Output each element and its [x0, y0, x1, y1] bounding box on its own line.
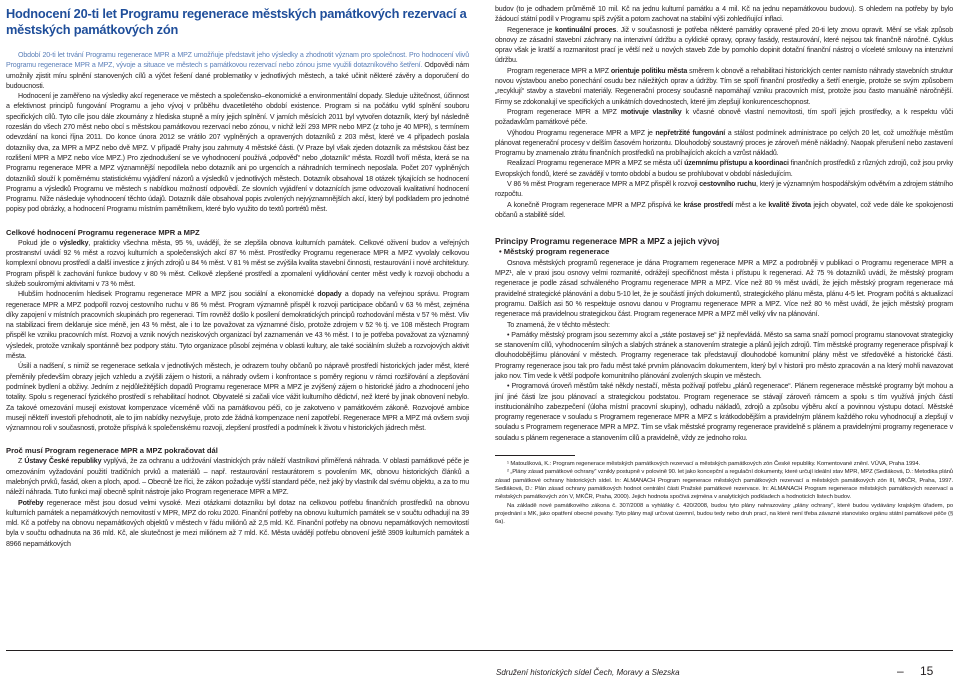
results-bold: výsledky	[59, 238, 89, 247]
footnote-2: ² „Plány zásad památkové ochrany“ vznikly postupně v polovině 90. let jako koncepční a regulační dokumenty, které určují ideální stav MPR, MPZ (Sedláková, D.: Metodika plánů zásad památkové ochrany historických sídel. In: ALMANACH Program regenerace městských památkových rezervací a městských památkových zón III, MKČR, Praha, 1997. Sedláková, D.: Plán zásad ochrany památkových hodnot centrální části Pražské památkové rezervace. In: ALMANACH Program regenerace městských památkových rezervací a městských památkových zón V, MKČR, Praha, 2000). Jejich hodnota spočívá zejména v analytických podkladech a hodnoticích listech budov.	[495, 469, 953, 501]
bullet-paragraph-2: • Programová úroveň městům také někdy nestačí, města požívají potřebu „plánů regenerace“. Plánem regenerace městské programy být mohou a jiní jiné části lze jsou plánovací a strategickou podstatou. Program regenerace se stávají zároveň rámcem a spolu s tím využívá jiných částí institucionálního zabezpečení (úloha místní pracovní skupiny), odhadu nákladů, zdrojů a způsobu výběru akcí a povinnou výstupu dotací. Městské programy regenerace v souladu s Programem regenerace MPR a MPZ s krátkodobějším a pravidelným plánem každého roku vyhodnocují a zlepšují v souladu s Programem regenerace MPR a MPZ. Tím se však městské programy regenerace pravidelně s plánem a pravidelnými programy regenerace v souladu s plánem regenerace a stanovením cílů a pravidelně, vždy ze jednoho roku.	[495, 382, 953, 442]
results-paragraph	[6, 238, 469, 289]
coordination-paragraph	[495, 158, 953, 179]
owners-text-a: Program regenerace MPR a MPZ	[507, 107, 621, 116]
beauty-text-e: jejich obyvatel, což vede dále ke spokojenosti občanů a stabilitě sídel.	[495, 200, 953, 219]
beauty-bold: kráse prostředí	[683, 200, 734, 209]
tourism-bold: cestovního ruchu	[699, 180, 757, 189]
footer-publisher: Sdružení historických sídel Čech, Moravy a Slezska	[496, 668, 680, 677]
continue-heading: Proč musí Program regenerace MPR a MPZ pokračovat dál	[6, 446, 218, 456]
beauty-text-a: A konečně Program regenerace MPR a MPZ přispívá ke	[507, 200, 684, 209]
continuation-paragraph: budov (to je odhadem průměrně 10 mil. Kč na jednu kulturní památku a 4 mil. Kč na jednu nepamátkovou budovu). S ohledem na potřeby by bylo žádoucí státní podíl v Programu spíš zvýšit a potom zachovat na stabilní výši zohledňující inflaci.	[495, 5, 953, 24]
impacts-paragraph	[6, 289, 469, 361]
tourism-paragraph	[495, 179, 953, 200]
cp-bold: kontinuální proces	[554, 25, 617, 34]
right-column	[495, 0, 953, 526]
page-title: Hodnocení 20-ti let Programu regenerace městských památkových rezervací a městských památkových zón	[6, 6, 467, 37]
coordination-bold: územnímu přístupu a koordinaci	[684, 159, 789, 168]
quality-bold: kvalitě života	[768, 200, 811, 209]
policy-text-c: směrem k obnově a rehabilitaci historických center namísto náhrady stavebních struktur novou výstavbou anebo ponechání osudu bez náležitých oprav a údržby. Tím se spoří finanční prostředky a šetří energie, protože se svým způsobem „recyklují“ stavby a stavební materiály. Regenerační procesy současně napomáhají vzniku pracovních míst, protože jsou často manuálně náročnější. Firmy se zdokonalují ve specifických a unikátních dovednostech, které jim zlepšují konkurenceschopnost.	[495, 66, 953, 106]
beauty-paragraph	[495, 200, 953, 221]
results-text-c: , prakticky všechna města, 95 %, uvádějí, že se zlepšila obnova kulturních památek. Celkové oživení budov a veřejných prostranství uvádí 92 % měst a rozvoj kulturních a společenských akcí 87 % měst. Prostředky Programu regenerace MPR a MPZ vyvolaly celkovou komplexní obnovu prostředí a další investice z jiných zdrojů u 84 % měst. V 81 % měst se zvýšila kvalita stavební činnosti, restaurování i nové architektury. Program přispěl k zachování funkce budovy v 80 % měst. Celkově zlepšené prostředí a zpomalení vylidňování center měst vedly k rozvoji obchodu a služeb soukromými aktivitami v 73 % měst.	[6, 238, 469, 288]
enthusiasm-paragraph: Úsilí a nadšení, s nimiž se regenerace setkala v jednotlivých městech, je odrazem touhy občanů po nápravě prostředí historických jader měst, které přeměnily především obrazy jejich vzhledu a zvýšili zájem o historii, a náhrady ovšem i konfrontace s poměry regionu v rámci rozšiřování a zlepšování podmínek bydlení a obživy. Jedním z nejdůležitějších dopadů Programu regenerace MPR a MPZ je zvýšený zájem o historické jádro a zhodnocení jeho totality. Spolu s regenerací fyzického prostředí s rehabilitací hodnot. Obyvatelé si začali více vážit kulturního dědictví, než které by jinak obnovení nebylo. Za takové omezování musejí existovat kompenzace víceméně vůči na památkovou péči, co je zakotveno v památkovém zákoně. Rozvojové ambice musejí někteří investoři přehodnotit, ale to jim nabídky nezvyšuje, proto zde žádná kompenzace není zapotřebí. Regenerace MPR a MPZ má ovšem svoji významnou roli v současnosti, protože přispívá k společenskému rozvoji, zlepšení prostředí a podmínek k životu v historických jádrech měst.	[6, 362, 469, 433]
footnote-divider	[495, 455, 575, 456]
constitution-paragraph	[6, 456, 469, 497]
page-number: 15	[920, 664, 934, 678]
cp-text-a: Regenerace je	[507, 25, 555, 34]
continuity-text-a: Výhodou Programu regenerace MPR a MPZ je	[507, 128, 656, 137]
policy-paragraph	[495, 66, 953, 107]
tourism-text-c: , který je významným hospodářským odvětvím a zdrojem státního rozpočtu.	[495, 180, 953, 199]
results-heading: Celkové hodnocení Programu regenerace MPR a MPZ	[6, 227, 200, 237]
tourism-text-a: V 86 % měst Program regenerace MPR a MPZ přispěl k rozvoji	[507, 180, 700, 189]
intro-highlight: Období 20-ti let trvání Programu regenerace MPR a MPZ umožňuje představit jeho výsledky a zhodnotit význam pro společnost. Pro hodnocení vlivů Programu regenerace MPR a MPZ, vývoje a situace ve městech s památkovou rezervací nebo zónou jsme využili dotazníkového šetření.	[6, 51, 469, 70]
footnote-1: ¹ Matoušková, K.: Program regenerace městských památkových rezervací a městských památkových zón České republiky. Komentované znění. VÚVA, Praha 1994.	[507, 461, 921, 468]
bullet-paragraph-1: • Památky městský program jsou sezemmy akcí a „státe postaveji se“ již nepřevládá. Město sa sama snaží pomocí programu stanovovat strategicky se stanovením cílů, vyhodnocením silných a slabých stránek a stanovením strategie a plánů jejích zdrojů. Tím městské programy regenerace přispívají k dlouhodobějšímu plánování v městech. Programy regenerace tak představují dlouhodobé komunitní plány měst ve středověké a historické části. Programy regenerace jsou tak pro řadu měst také prvním plánovacím dokumentem, který byl v historii pro město zpracován a na který mohli navazovat jako nov. Tím vede k větší podpoře komunitního plánování zvolených skupin ve městech.	[495, 330, 953, 380]
needs-bold: Potřeby	[18, 498, 44, 507]
intro-paragraph	[6, 50, 469, 91]
meaning-paragraph: To znamená, že v těchto městech:	[507, 320, 610, 329]
city-program-subheading: • Městský program regenerace	[499, 247, 610, 257]
continuous-process-paragraph	[495, 25, 953, 66]
needs-paragraph	[6, 498, 469, 549]
continuity-text-c: a stálost podmínek administrace po celých 20 let, což umožňuje městům plánovat regenerační procesy v delším časovém horizontu. Dlouhodobý soustavný proces je zároveň méně nákladný. Naopak přerušení nebo zastavení Programu by znamenalo ztrátu finančních prostředků na probíhajících akcích a vzrůst nákladů.	[495, 128, 954, 158]
coordination-text-a: Realizací Programu regenerace MPR a MPZ se města učí	[507, 159, 685, 168]
cp-text-c: . Již v současnosti je potřeba některé památky opravené před 20-ti lety znovu opravit. Mění se však způsob obnovy ze zásadní stavební záchrany na intenzivní údržbu a cyklické opravy, opravy fasády, restaurování, které nejsou tak finančně náročné. Cyklus oprav však je kratší a rozmanitost prací je větší než u nových staveb Zde by pomohlo dopinit dotační finanční nástroj o víceleté smlouvy na intenzivní údržbu.	[495, 25, 953, 65]
impacts-bold: dopady	[317, 290, 342, 299]
owners-text-c: k včasné obnově vlastní nemovitosti, tím spoří jejich prostředky, a k respektu vůči požadavkům památkové péče.	[495, 107, 953, 127]
needs-text: regenerace měst jsou dosud velmi vysoké. Mezi otázkami dotazníku byl dotaz na celkovou potřebu finančních prostředků na obnovu kulturních památek a nepamátkových nemovitostí v MPR, MPZ do roku 2020. Finanční potřeby na obnovu kulturních památek se v součtu odhadují na 39 mld. Kč a potřeby na obnovu nepamátkových objektů v městech v řádu miliónů až 2,5 mld. Kč. Finanční potřeby na obnovu nepamátkových nemovitostí byla v součtu odhadnuta na 36 mld. Kč, ale skutečnost je mezi miliónem až 7 mld. Kč. Města uvádějí potřebu obnovení ještě 3909 kulturních památek a 8966 nepamátkových	[6, 498, 469, 548]
footer-dash: –	[897, 664, 904, 678]
footer-divider	[6, 650, 953, 651]
constitution-bold: Ústavy České republiky	[24, 457, 102, 466]
constitution-text-c: vyplývá, že za ochranu a udržování vlastnických práv náleží vlastníkovi přiměřená náhrada. V oblasti památkové péče je omezováním vyžadování použití tradičních prvků a materiálů – např. restaurování restaurátorem s povolením MK, obnovu historických článků a malebných prvků, fasád, oken a ploch, apod. – Obecně lze říci, že zákon požaduje vyšší standard péče, než jaký by vlastník dal svému objektu, a za to mu náleží náhrada. Tuto funkci mají obecně splnit nástroje jako Program regenerace MPR a MPZ.	[6, 457, 469, 497]
coordination-text-c: finančních prostředků z různých zdrojů, což jsou prvky Evropských fondů, které se zavádějí v tomto období a budou se prohlubovat v období následujícím.	[495, 159, 953, 178]
continuity-bold: nepřetržité fungování	[655, 128, 726, 137]
results-text-a: Pokud jde o	[18, 238, 60, 247]
impacts-text-a: Hlubším hodnocením hledisek Programu regenerace MPR a MPZ jsou sociální a ekonomické	[18, 290, 318, 299]
principles-heading: Principy Programu regenerace MPR a MPZ a jejich vývoj	[495, 236, 720, 247]
impacts-text-c: a dopady na veřejnou správu. Program regenerace MPR a MPZ podpořil rozvoj cestovního ruchu v 86 % měst. Program významně přispěl k rozvoji participace občanů v 63 % měst, zejména díky zapojení v místních pracovních skupinách pro regeneraci. Tím rovněž došlo k posílení demokratických principů rozhodování města v 57 % měst. Vliv na stabilizaci firem deklaruje sice méně, jen 43 % měst, ale i to lze považovat za významné číslo, protože zdrojem v 52 % tj. ve 108 městech Program přispěl ke vzniku pracovních míst. Rozvoj a vznik nových neziskových organizací byl zaznamenán ve 43 % měst. I to je potřeba považovat za významný výsledek, protože vznikaly spontánně bez podpory státu. Tyto organizace působí zejména v oblasti kultury, ale také sociálním služeb a rozvojových aktivit města.	[6, 290, 469, 361]
method-paragraph: Hodnocení je zaměřeno na výsledky akcí regenerace ve městech a společensko–ekonomické a environmentální dopady. Sleduje užitečnost, účinnost a efektivnost principů fungování Programu a jeho vývoj v průběhu dvacetiletého období existence. Program si na počátku vytkl splnění souboru specifických cílů. Tyto cíle jsou dále zkoumány z hlediska stupně a míry jejich splnění. V jarních měsících 2011 byl vytvořen dotazník, který byl následně rozeslán do všech 270 měst nebo obcí s městskou památkovou rezervací nebo zónou, v nichž leží 293 MPR nebo MPZ (z toho je 40 MPR), s termínem odevzdání na konci října 2011. Do konce února 2012 se vrátilo 207 vyplněných a opravených dotazníků z 203 měst, které ve 4 případech poslala dotazníky dva, za MPR a MPZ nebo dvě MPZ. V případě Prahy jsou zahrnuty 4 městské části. (V Praze byl však zjeden dotazník za městskou část bez rozlišení MPR a MPZ nebo více MPZ.) Pro zjednodušení se ve vyhodnocení používá „odpověď“ nebo „dotazník“ města. Rozdíl tvoří města, která se na Programu regenerace MPR a MPZ významnější nepodílela nebo dotazník ani po urgencích a náhradních termínech neposlala. Počet 207 vyplněných dotazníků slouží k poměrnému statistickému vyjádření názorů a výsledků v jednotlivých městech. Dotazník obsahoval 18 otázek týkajících se hodnocení Programu a výsledků Programu ve městech s nabídkou možností odpovědí. Ze slovních vyjádření v dotaznících jsme odvozovali kvalitativní hodnocení Programu. Níže následuje vyhodnocení těchto údajů. Dotazník dále obsahoval popis zvolených nejvýznamnějších akcí, který byl podkladem pro jednotné popisy pod obrázky, a hodnocení Programu místním pamětníkem, které bylo využito do textů portrétů měst.	[6, 92, 469, 214]
city-program-paragraph: Osnova městských programů regenerace je dána Programem regenerace MPR a MPZ a podrobněji v publikaci o Programu regenerace MPR a MPZ¹, ale v praxi jsou osnovy velmi rozmanité, odrážejí specifičnost města i přístupu k regeneraci. Až 75 % dotazníků uvádí, že městský program regenerace je podle zásad schváleného Programu regenerace MPR a MPZ. Více než 80 % měst uvádí, že jejich městský program regenerace má pravidelné strategické plánování a dobu 5-10 let, že je součástí jiných dokumentů, strategického plánu města, plánu 4-5 let. Program počítá s aktualizací programu. Dalších asi 50 % respektuje osnovu danou v Programu regenerace MPR a MPZ. Více než 80 % měst uvádí, že jejich městský program regenerace má pravidelnou strategickou část. Program regenerace MPR a MPZ měl velký vliv na plánování.	[495, 258, 953, 319]
policy-text-a: Program regenerace MPR a MPZ	[507, 66, 611, 75]
intro-rest: Odpovědi nám umožnily zjistit míru splnění stanovených cílů a výčet řešení dané problematiky v jednotlivých městech, a také učinit některé závěry a doporučení do budoucnosti.	[6, 61, 469, 90]
continuity-paragraph	[495, 128, 953, 159]
constitution-text-a: Z	[18, 457, 25, 466]
footnote-3: Na základě nové památkového zákona č. 307/2008 a vyhlášky č. 420/2008, budou tyto plány nahrazovány „plány ochrany“, které budou vydávány krajským úřadem, po projednání s MK, jako opatření obecné povahy. Tyto plány mají určovat územní, budou tedy nebo druh prací, na které není třeba závazné stanovisko orgánu státní památkové péče (§ 6a).	[495, 502, 953, 526]
owners-paragraph	[495, 107, 953, 128]
policy-bold: orientuje politiku města	[610, 66, 688, 75]
left-column	[6, 0, 469, 549]
owners-bold: motivuje vlastníky	[620, 107, 682, 116]
beauty-text-c: měst a ke	[733, 200, 769, 209]
